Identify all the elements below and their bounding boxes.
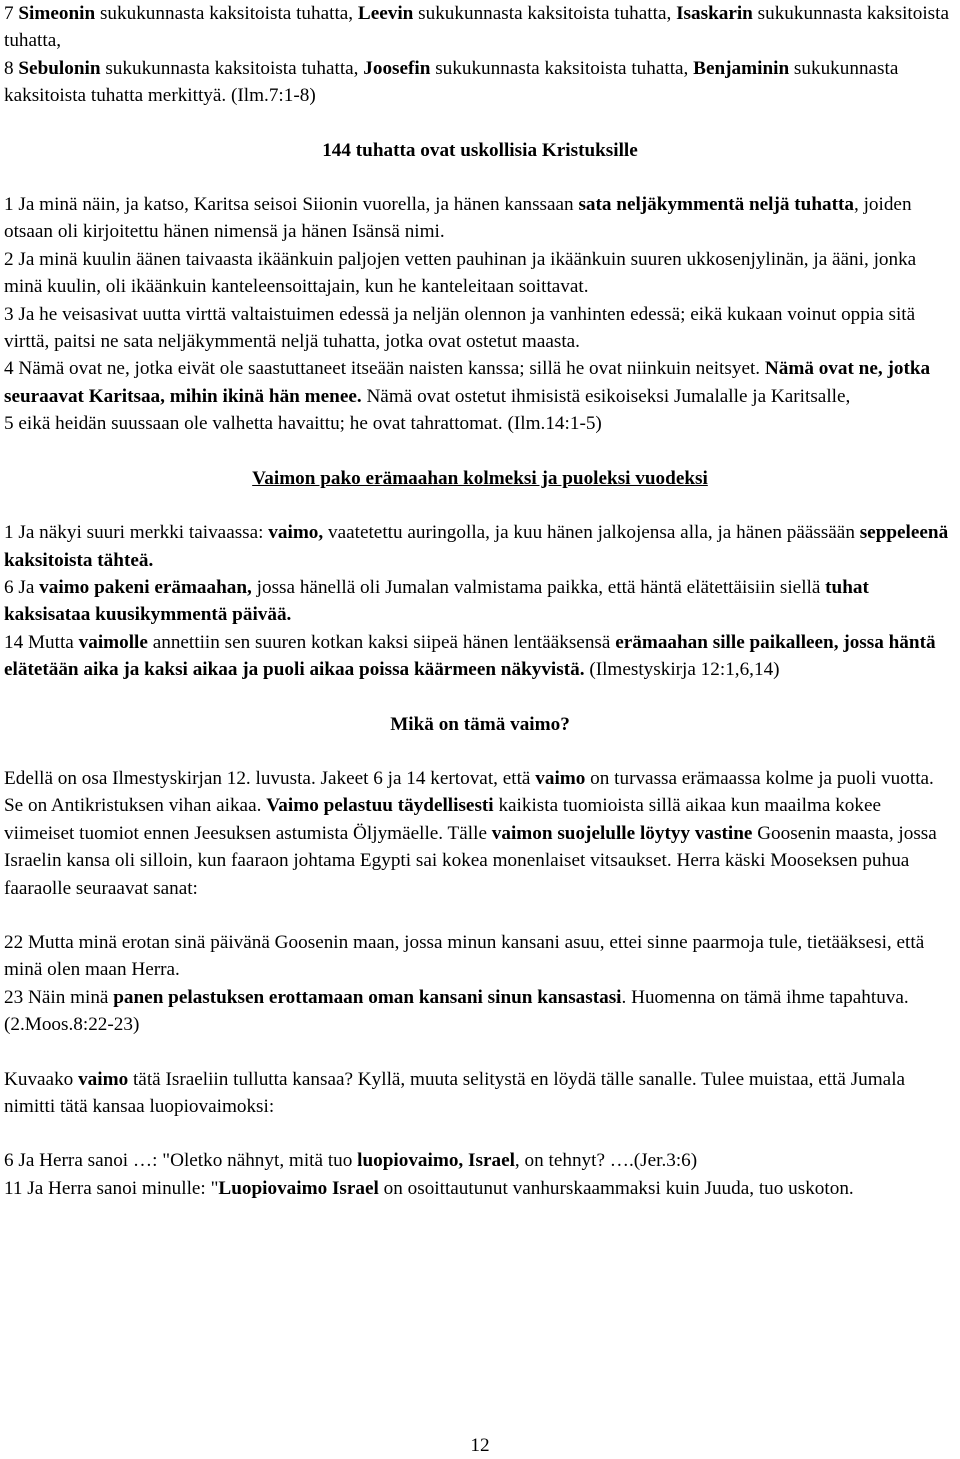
verse-paragraph <box>4 301 956 356</box>
bold-text: vaimolle <box>78 631 148 653</box>
verse-paragraph <box>4 1147 956 1174</box>
text-run: 23 Näin minä <box>4 986 114 1008</box>
text-run: sukukunnasta kaksitoista tuhatta merkittyä. (Ilm.7:1-8) <box>4 57 899 107</box>
paragraph-block <box>4 929 956 1039</box>
verse-paragraph <box>4 984 956 1039</box>
verse-paragraph <box>4 0 956 55</box>
verse-paragraph <box>4 191 956 246</box>
text-run: sukukunnasta kaksitoista tuhatta, <box>4 3 949 52</box>
bold-text: sata neljäkymmentä neljä tuhatta <box>578 194 854 216</box>
section-heading: Mikä on tämä vaimo? <box>390 713 570 735</box>
bold-text: vaimon suojelulle löytyy vastine <box>491 822 753 844</box>
text-run: on turvassa erämaassa kolme ja puoli vuotta. Se on Antikristuksen vihan aikaa. <box>4 767 934 817</box>
verse-paragraph <box>4 629 956 684</box>
bold-text: vaimo <box>535 767 586 789</box>
bold-text: Sebulonin <box>18 57 101 79</box>
paragraph-block <box>4 519 956 683</box>
verse-paragraph <box>4 519 956 574</box>
verse-paragraph <box>4 410 956 437</box>
verse-paragraph <box>4 929 956 984</box>
text-run: 4 Nämä ovat ne, jotka eivät ole saastuttaneet itseään naisten kanssa; sillä he ovat niinkuin neitsyet. <box>4 358 765 380</box>
verse-paragraph <box>4 574 956 629</box>
text-run: 1 Ja näkyi suuri merkki taivaassa: <box>4 522 269 544</box>
text-run: 14 Mutta <box>4 631 79 653</box>
bold-text: Vaimo pelastuu täydellisesti <box>266 795 494 817</box>
paragraph-block <box>4 0 956 110</box>
bold-text: vaimo pakeni erämaahan, <box>39 576 252 598</box>
bold-text: vaimo <box>78 1068 129 1090</box>
verse-paragraph <box>4 355 956 410</box>
bold-text: Joosefin <box>363 57 431 79</box>
page-number: 12 <box>470 1435 490 1456</box>
section-heading: 144 tuhatta ovat uskollisia Kristuksille <box>322 139 638 161</box>
document-page <box>4 0 956 1202</box>
text-run: Edellä on osa Ilmestyskirjan 12. luvusta. Jakeet 6 ja 14 kertovat, että <box>4 767 536 789</box>
bold-text: vaimo, <box>268 522 324 544</box>
bold-text: Simeonin <box>18 3 96 24</box>
bold-text: panen pelastuksen erottamaan oman kansani sinun kansastasi <box>113 986 622 1008</box>
text-run: on osoittautunut vanhurskaammaksi kuin Juuda, tuo uskoton. <box>378 1177 854 1199</box>
bold-text: Nämä ovat ne, jotka seuraavat Karitsaa, mihin ikinä hän menee. <box>4 358 931 407</box>
text-run: jossa hänellä oli Jumalan valmistama paikka, että häntä elätettäisiin siellä <box>251 576 826 598</box>
bold-text: Leevin <box>357 3 414 24</box>
bold-text: Benjaminin <box>693 57 790 79</box>
verse-paragraph <box>4 1066 956 1121</box>
text-run: , joiden otsaan oli kirjoitettu hänen nimensä ja hänen Isänsä nimi. <box>4 194 912 243</box>
text-run: kaikista tuomioista sillä aikaa kun maailma kokee viimeiset tuomiot ennen Jeesuksen astumista Öljymäelle. Tälle <box>4 795 882 844</box>
text-run: annettiin sen suuren kotkan kaksi siipeä hänen lentääksensä <box>147 631 616 653</box>
paragraph-block <box>4 765 956 902</box>
text-run: 5 eikä heidän suussaan ole valhetta havaittu; he ovat tahrattomat. (Ilm.14:1-5) <box>4 413 602 435</box>
text-run: sukukunnasta kaksitoista tuhatta, <box>100 57 364 79</box>
text-run: 22 Mutta minä erotan sinä päivänä Goosenin maan, jossa minun kansani asuu, ettei sinne paarmoja tule, tietääksesi, että minä olen maan Herra. <box>4 931 925 981</box>
text-run: vaatetettu auringolla, ja kuu hänen jalkojensa alla, ja hänen päässään <box>323 522 860 544</box>
text-run: sukukunnasta kaksitoista tuhatta, <box>430 57 694 79</box>
text-run: sukukunnasta kaksitoista tuhatta, <box>95 3 358 24</box>
bold-text: erämaahan sille paikalleen, jossa häntä elätetään aika ja kaksi aikaa ja puoli aikaa poissa käärmeen näkyvistä. <box>4 631 936 681</box>
bold-text: luopiovaimo, Israel <box>357 1150 515 1172</box>
text-run: Goosenin maasta, jossa Israelin kansa oli silloin, kun faaraon johtama Egypti sai kokea monenlaiset vitsaukset. Herra käski Mooseksen puhua faaraolle seuraavat sanat: <box>4 822 937 899</box>
text-run: 11 Ja Herra sanoi minulle: " <box>4 1177 219 1199</box>
paragraph-block <box>4 1066 956 1121</box>
section-heading: Vaimon pako erämaahan kolmeksi ja puoleksi vuodeksi <box>252 467 708 489</box>
text-run: Kuvaako <box>4 1068 79 1090</box>
verse-paragraph <box>4 1175 956 1202</box>
text-run: 8 <box>4 57 19 79</box>
text-run: sukukunnasta kaksitoista tuhatta, <box>413 3 677 24</box>
text-run: 6 Ja Herra sanoi …: "Oletko nähnyt, mitä tuo <box>4 1150 358 1172</box>
paragraph-block <box>4 1147 956 1202</box>
bold-text: Isaskarin <box>676 3 753 24</box>
text-run: tätä Israeliin tullutta kansaa? Kyllä, muuta selitystä en löydä tälle sanalle. Tulee muistaa, että Jumala nimitti tätä kansaa luopiovaimoksi: <box>4 1068 906 1117</box>
verse-paragraph <box>4 55 956 110</box>
text-run: 7 <box>4 3 19 24</box>
verse-paragraph <box>4 246 956 301</box>
text-run: , on tehnyt? ….(Jer.3:6) <box>514 1150 698 1172</box>
verse-paragraph <box>4 765 956 902</box>
bold-text: tuhat kaksisataa kuusikymmentä päivää. <box>4 576 869 626</box>
text-run: 1 Ja minä näin, ja katso, Karitsa seisoi Siionin vuorella, ja hänen kanssaan <box>4 194 579 216</box>
text-run: 2 Ja minä kuulin äänen taivaasta ikäänkuin paljojen vetten pauhinan ja ikäänkuin suuren ukkosenjylinän, ja ääni, jonka minä kuulin, oli ikäänkuin kanteleensoittajain, kun he kanteleitaan soittavat. <box>4 248 917 298</box>
text-run: 3 Ja he veisasivat uutta virttä valtaistuimen edessä ja neljän olennon ja vanhinten edessä; eikä kukaan voinut oppia sitä virttä, paitsi ne sata neljäkymmentä neljä tuhatta, jotka ovat ostetut maasta. <box>4 303 916 353</box>
paragraph-block <box>4 191 956 438</box>
text-run: . Huomenna on tämä ihme tapahtuva. (2.Moos.8:22-23) <box>4 986 909 1036</box>
text-run: (Ilmestyskirja 12:1,6,14) <box>584 659 780 681</box>
text-run: Nämä ovat ostetut ihmisistä esikoiseksi Jumalalle ja Karitsalle, <box>361 385 851 407</box>
bold-text: Luopiovaimo Israel <box>218 1177 379 1199</box>
bold-text: seppeleenä kaksitoista tähteä. <box>4 522 949 571</box>
text-run: 6 Ja <box>4 576 40 598</box>
